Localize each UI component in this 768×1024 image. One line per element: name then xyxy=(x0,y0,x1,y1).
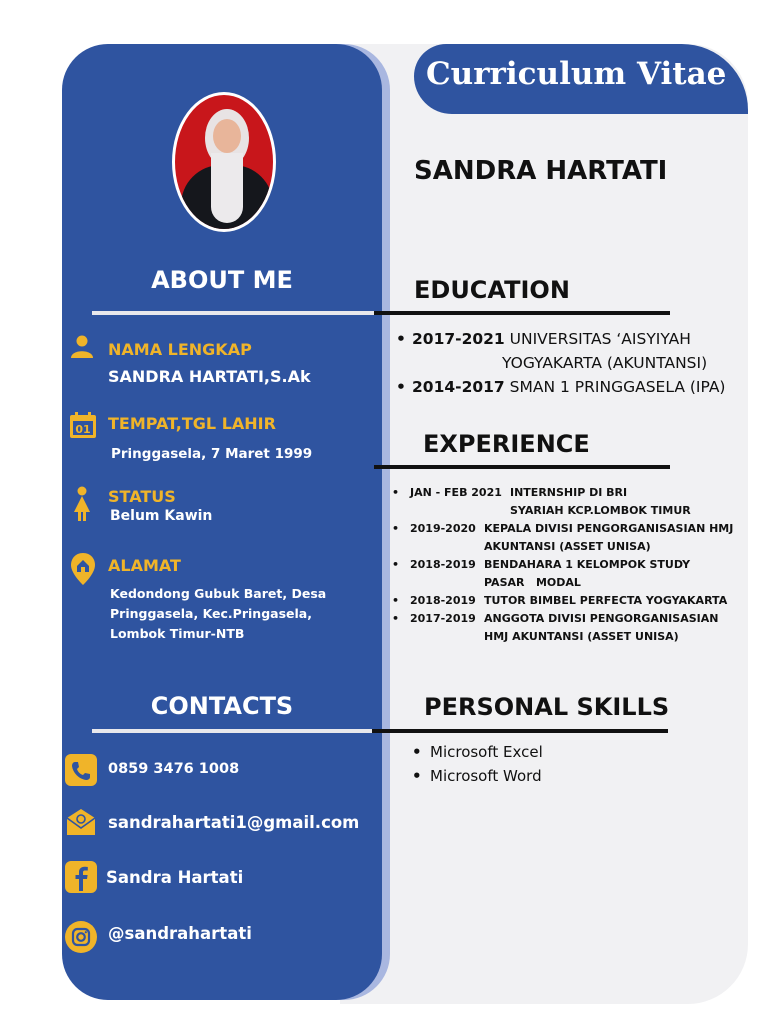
education-heading: EDUCATION xyxy=(414,276,570,304)
nama-label: NAMA LENGKAP xyxy=(108,340,252,359)
skills-list xyxy=(412,740,543,788)
experience-role-cont: PASAR MODAL xyxy=(484,576,581,589)
education-year: 2014-2017 xyxy=(412,378,505,396)
calendar-icon xyxy=(68,410,98,440)
full-name: SANDRA HARTATI xyxy=(414,156,668,186)
instagram-icon xyxy=(65,921,97,953)
alamat-label: ALAMAT xyxy=(108,556,181,575)
education-school-cont: YOGYAKARTA (AKUNTANSI) xyxy=(502,354,708,372)
education-list xyxy=(396,327,736,399)
experience-year: 2019-2020 xyxy=(410,522,476,535)
skills-rule xyxy=(372,729,668,733)
alamat-line: Lombok Timur-NTB xyxy=(110,626,245,641)
experience-rule xyxy=(374,465,670,469)
phone-text[interactable]: 0859 3476 1008 xyxy=(108,761,240,777)
status-value: Belum Kawin xyxy=(110,508,213,524)
alamat-line: Kedondong Gubuk Baret, Desa xyxy=(110,586,327,601)
list-item: • 2017-2021 UNIVERSITAS ‘AISYIYAH YOGYAKARTA (AKUNTANSI) xyxy=(396,327,736,375)
skill-name: Microsoft Excel xyxy=(430,743,543,761)
contacts-heading: CONTACTS xyxy=(150,692,294,720)
experience-role-cont: AKUNTANSI (ASSET UNISA) xyxy=(484,540,651,553)
ttl-label: TEMPAT,TGL LAHIR xyxy=(108,414,276,433)
experience-role: BENDAHARA 1 KELOMPOK STUDY xyxy=(484,558,691,571)
experience-year: 2017-2019 xyxy=(410,612,476,625)
experience-year: JAN - FEB 2021 xyxy=(410,486,502,499)
experience-heading: EXPERIENCE xyxy=(423,430,590,458)
email-icon xyxy=(65,806,97,838)
contacts-rule xyxy=(92,729,376,733)
person-icon xyxy=(70,334,94,358)
email-text[interactable]: sandrahartati1@gmail.com xyxy=(108,813,360,832)
list-item: • Microsoft Excel xyxy=(412,743,543,761)
experience-role-cont: SYARIAH KCP.LOMBOK TIMUR xyxy=(510,504,691,517)
list-item: • Microsoft Word xyxy=(412,767,542,785)
list-item: • 2019-2020 KEPALA DIVISI PENGORGANISASIAN HMJ AKUNTANSI (ASSET UNISA) xyxy=(392,520,752,556)
experience-role-cont: HMJ AKUNTANSI (ASSET UNISA) xyxy=(484,630,679,643)
experience-role: ANGGOTA DIVISI PENGORGANISASIAN xyxy=(484,612,719,625)
calendar-day: 01 xyxy=(75,423,91,436)
education-school: SMAN 1 PRINGGASELA (IPA) xyxy=(509,378,726,396)
ttl-value: Pringgasela, 7 Maret 1999 xyxy=(111,446,313,462)
facebook-text[interactable]: Sandra Hartati xyxy=(106,868,244,887)
about-rule xyxy=(92,311,376,315)
location-pin-icon xyxy=(70,552,96,586)
list-item: • 2017-2019 ANGGOTA DIVISI PENGORGANISASIAN HMJ AKUNTANSI (ASSET UNISA) xyxy=(392,610,752,646)
experience-role: INTERNSHIP DI BRI xyxy=(510,486,628,499)
experience-year: 2018-2019 xyxy=(410,594,476,607)
woman-icon xyxy=(72,486,92,522)
instagram-text[interactable]: @sandrahartati xyxy=(108,924,252,943)
experience-role: TUTOR BIMBEL PERFECTA YOGYAKARTA xyxy=(484,594,728,607)
alamat-value xyxy=(110,584,350,644)
list-item: • 2018-2019 BENDAHARA 1 KELOMPOK STUDY PASAR MODAL xyxy=(392,556,752,592)
skills-heading: PERSONAL SKILLS xyxy=(424,693,670,721)
list-item: • JAN - FEB 2021 INTERNSHIP DI BRI SYARIAH KCP.LOMBOK TIMUR xyxy=(392,484,752,520)
experience-role: KEPALA DIVISI PENGORGANISASIAN HMJ xyxy=(484,522,734,535)
education-school: UNIVERSITAS ‘AISYIYAH xyxy=(509,330,691,348)
cv-title-banner: Curriculum Vitae xyxy=(414,44,748,114)
about-heading: ABOUT ME xyxy=(151,266,293,294)
nama-value: SANDRA HARTATI,S.Ak xyxy=(108,367,311,386)
list-item: • 2018-2019 TUTOR BIMBEL PERFECTA YOGYAKARTA xyxy=(392,592,752,610)
education-year: 2017-2021 xyxy=(412,330,505,348)
experience-list xyxy=(392,484,752,646)
alamat-line: Pringgasela, Kec.Pringasela, xyxy=(110,606,312,621)
facebook-icon xyxy=(65,861,97,893)
education-rule xyxy=(374,311,670,315)
list-item: • 2014-2017 SMAN 1 PRINGGASELA (IPA) xyxy=(396,378,726,396)
experience-year: 2018-2019 xyxy=(410,558,476,571)
phone-icon xyxy=(65,754,97,786)
status-label: STATUS xyxy=(108,487,176,506)
skill-name: Microsoft Word xyxy=(430,767,542,785)
profile-photo xyxy=(172,92,276,232)
